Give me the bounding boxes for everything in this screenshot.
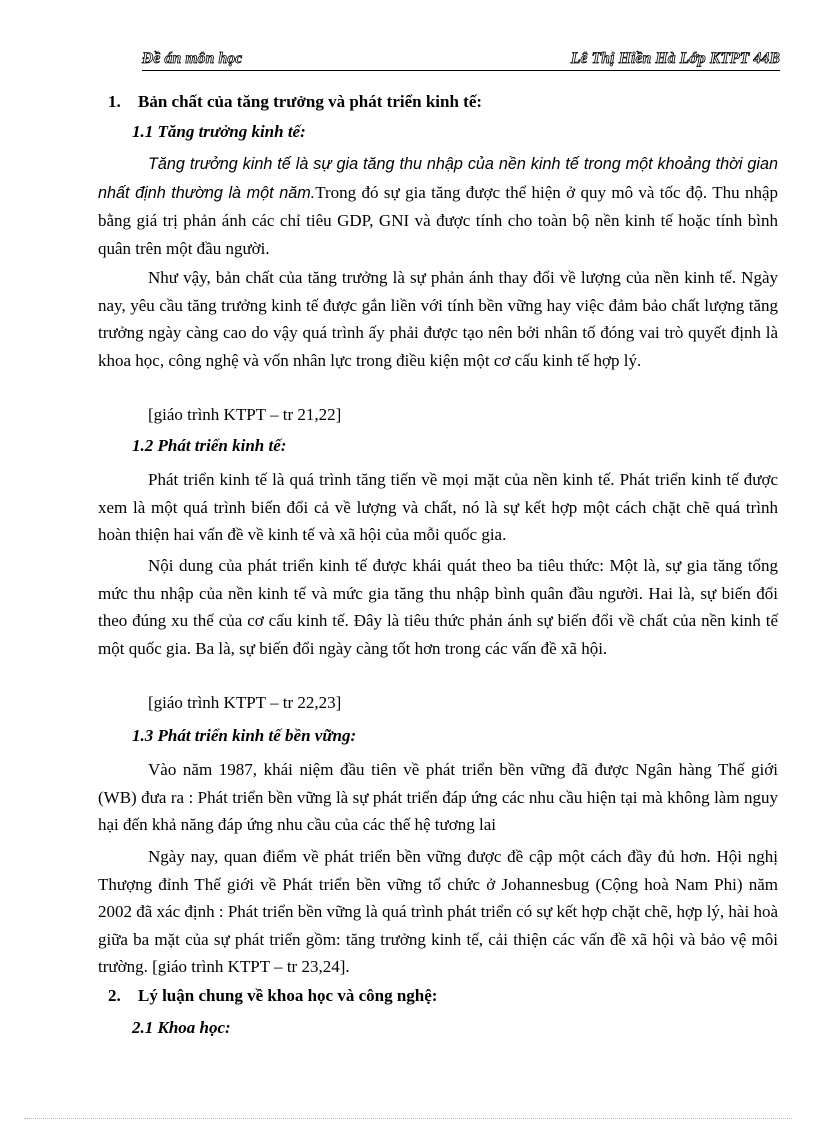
page-bottom-divider [24, 1118, 792, 1119]
section-2-title: Lý luận chung về khoa học và công nghệ: [138, 986, 438, 1005]
section-2-number: 2. [108, 986, 121, 1005]
subsection-1-2-heading: 1.2 Phát triển kinh tế: [132, 436, 287, 455]
subsection-2-1-heading: 2.1 Khoa học: [132, 1018, 231, 1037]
paragraph-1-3-b: Ngày nay, quan điểm về phát triển bền vững được đề cập một cách đầy đủ hơn. Hội nghị Thượng đỉnh Thế giới về Phát triển bền vững tổ chức ở Johannesbug (Cộng hoà Nam Phi) năm 2002 đã xác định : Phát triển bền vững là quá trình phát triển có sự kết hợp chặt chẽ, hợp lý, hài hoà giữa ba mặt của sự phát triển gồm: tăng trưởng kinh tế, cải thiện các vấn đề xã hội và bảo vệ môi trường. [giáo trình KTPT – tr 23,24]. [98, 847, 778, 976]
paragraph-1-1-a-italic: Tăng trưởng kinh tế là sự gia tăng thu nhập của nền kinh tế trong một khoảng thời gian nhất định thường là một năm. [98, 155, 778, 202]
paragraph-1-1-a [98, 150, 778, 262]
header-course-title: Đề án môn học [142, 50, 243, 67]
paragraph-1-2-a: Phát triển kinh tế là quá trình tăng tiến về mọi mặt của nền kinh tế. Phát triển kinh tế được xem là một quá trình biến đổi cả về lượng và chất, nó là sự kết hợp một cách chặt chẽ quá trình hoàn thiện hai vấn đề về kinh tế và xã hội của mỗi quốc gia. [98, 470, 778, 544]
paragraph-1-2-b: Nội dung của phát triển kinh tế được khái quát theo ba tiêu thức: Một là, sự gia tăng tổng mức thu nhập của nền kinh tế và mức gia tăng thu nhập bình quân đầu người. Hai là, sự biến đổi theo đúng xu thế của cơ cấu kinh tế. Đây là tiêu thức phản ánh sự biến đổi về chất của nền kinh tế một quốc gia. Ba là, sự biến đổi ngày càng tốt hơn trong các vấn đề xã hội. [98, 556, 778, 658]
section-2-heading [108, 986, 437, 1006]
subsection-1-3-heading: 1.3 Phát triển kinh tế bền vững: [132, 726, 357, 745]
reference-1-2: [giáo trình KTPT – tr 22,23] [148, 693, 342, 712]
page-header [142, 48, 780, 71]
section-1-number: 1. [108, 92, 121, 111]
paragraph-1-1-b: Như vậy, bản chất của tăng trưởng là sự phản ánh thay đổi về lượng của nền kinh tế. Ngày nay, yêu cầu tăng trưởng kinh tế được gắn liền với tính bền vững hay việc đảm bảo chất lượng tăng trưởng ngày càng cao do vậy quá trình ấy phải được tạo nên bởi nhân tố đóng vai trò quyết định là khoa học, công nghệ và vốn nhân lực trong điều kiện một cơ cấu kinh tế hợp lý. [98, 268, 778, 370]
paragraph-1-1-a-rest: Trong đó sự gia tăng được thể hiện ở quy mô và tốc độ. Thu nhập bằng giá trị phản ánh các chỉ tiêu GDP, GNI và được tính cho toàn bộ nền kinh tế hoặc tính bình quân trên một đầu người. [98, 182, 779, 258]
reference-1-1: [giáo trình KTPT – tr 21,22] [148, 405, 342, 424]
header-author-class: Lê Thị Hiền Hà Lớp KTPT 44B [570, 50, 780, 67]
subsection-1-1-heading: 1.1 Tăng trưởng kinh tế: [132, 122, 306, 141]
paragraph-1-3-a: Vào năm 1987, khái niệm đầu tiên về phát triển bền vững đã được Ngân hàng Thế giới (WB) đưa ra : Phát triển bền vững là sự phát triển đáp ứng các nhu cầu hiện tại mà không làm nguy hại đến khả năng đáp ứng nhu cầu của các thế hệ tương lai [98, 760, 778, 834]
section-1-heading [108, 92, 482, 112]
section-1-title: Bản chất của tăng trưởng và phát triển kinh tế: [138, 92, 483, 111]
